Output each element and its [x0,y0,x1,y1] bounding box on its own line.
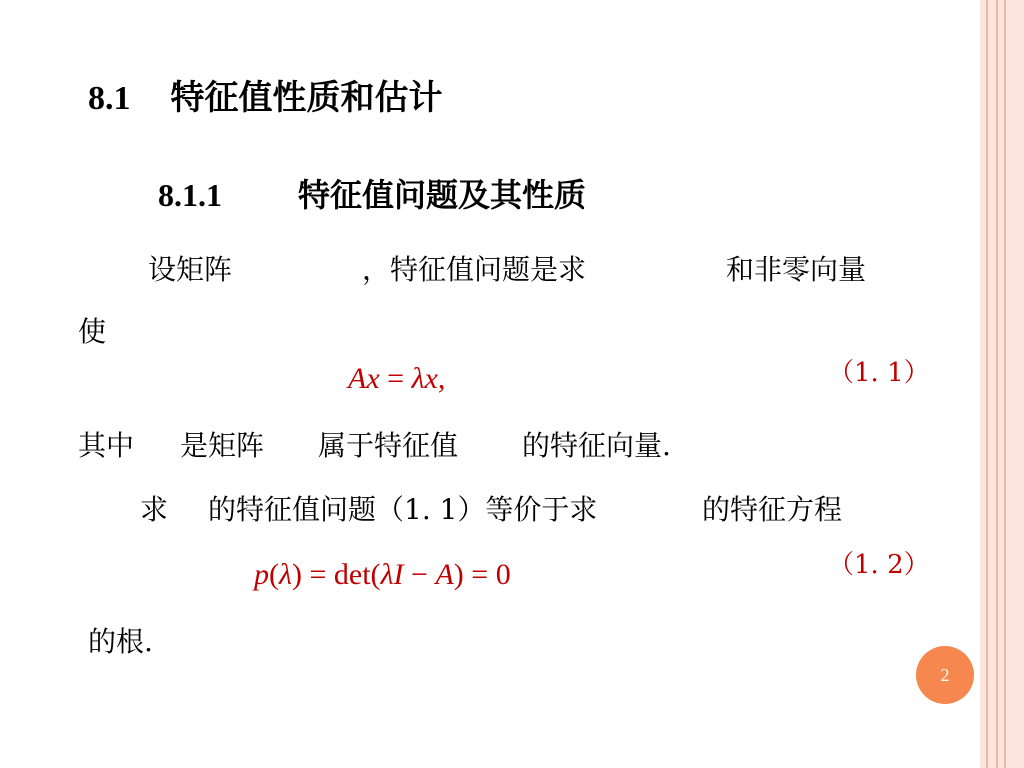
stripe [1006,0,1024,768]
equation-1-1-number: （1. 1） [828,358,930,388]
stripe [988,0,996,768]
page-number: 2 [940,664,950,685]
para3-part-b: 的特征值问题（1. 1）等价于求 [208,493,598,526]
para2-part-a: 其中 [78,429,135,462]
equation-1-2: p(λ) = det(λI − A) = 0 [254,558,511,591]
para2-part-b: 是矩阵 [180,429,265,462]
para1-part-c: 和非零向量 [726,253,867,286]
border-stripes [980,0,1024,768]
equation-1-1: Ax = λx, [348,362,446,395]
section-title: 特征值性质和估计 [170,78,443,118]
equation-1-2-number: （1. 2） [828,550,930,580]
para1-part-b: ，特征值问题是求 [362,253,587,286]
para2-part-c: 属于特征值 [318,429,459,462]
section-number: 8.1 [88,80,131,117]
para4: 的根. [88,625,153,658]
section-heading [88,70,443,119]
para1-part-d: 使 [78,315,107,348]
para3-part-a: 求 [140,493,169,526]
page-number-badge [916,646,974,704]
subsection-title: 特征值问题及其性质 [298,176,587,214]
para1-part-a: 设矩阵 [148,253,233,286]
para3-part-c: 的特征方程 [702,493,843,526]
subsection-heading [158,170,586,216]
subsection-number: 8.1.1 [158,177,222,213]
para2-part-d: 的特征向量. [522,429,671,462]
